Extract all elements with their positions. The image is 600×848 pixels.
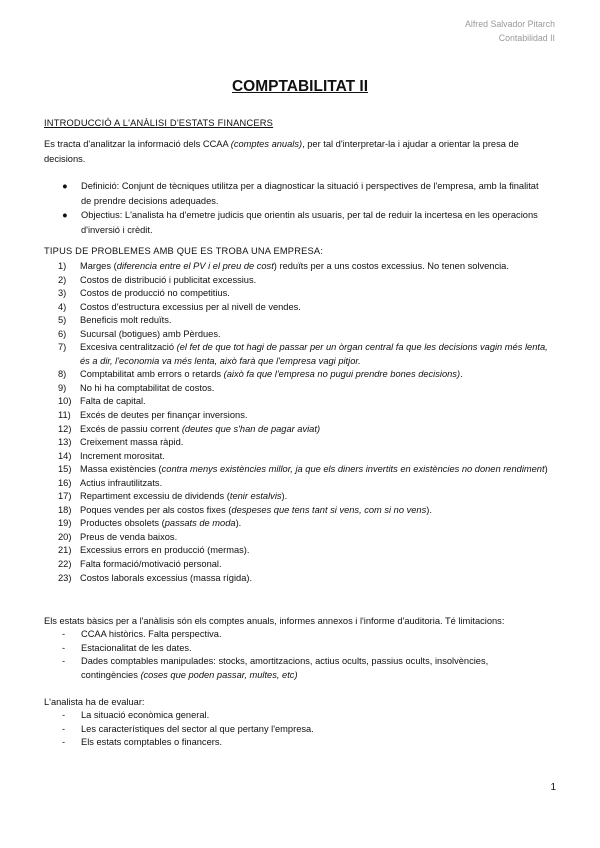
- problem-text: ) reduïts per a uns costos excessius. No tenen solvencia.: [273, 261, 509, 271]
- problem-number: 6): [58, 328, 67, 339]
- bullet-text: Definició: Conjunt de tècniques utilitza per a diagnosticar la situació i perspectives de l'empresa, amb la finalitat de prendre decisions adequades.: [81, 181, 539, 206]
- problem-text: Excesiva centralització: [80, 342, 177, 353]
- problem-italic: diferencia entre el PV i el preu de cost: [116, 261, 274, 271]
- problem-text: Productes obsolets (: [80, 518, 165, 529]
- list-item: [62, 709, 542, 723]
- problem-number: 12): [58, 423, 72, 434]
- problem-item: [58, 314, 558, 328]
- problem-text: Falta de capital.: [80, 396, 146, 407]
- section-heading-intro: INTRODUCCIÓ A L'ANÀLISI D'ESTATS FINANCERS: [44, 118, 274, 128]
- problem-text: Preus de venda baixos.: [80, 531, 178, 542]
- problem-number: 5): [58, 315, 67, 326]
- limitation-text: CCAA històrics. Falta perspectiva.: [81, 629, 222, 639]
- problem-number: 2): [58, 274, 67, 285]
- problem-italic: contra menys existències millor, ja que els diners invertits en existències no donen rendiment: [161, 464, 545, 475]
- problem-item: [58, 409, 558, 423]
- problem-item: [58, 572, 558, 586]
- problem-item: [58, 463, 558, 477]
- problem-item: [58, 544, 558, 558]
- limitation-text: Dades comptables manipulades: stocks, amortitzacions, actius ocults, passius ocults, insolvències, contingències: [81, 656, 489, 680]
- header-subject: Contabilidad II: [498, 33, 555, 43]
- dash-icon: -: [62, 629, 66, 639]
- problem-text: ).: [281, 491, 288, 502]
- problem-item: [58, 341, 558, 368]
- problem-text: Costos de distribució i publicitat excessius.: [80, 274, 257, 285]
- states-paragraph: Els estats bàsics per a l'anàlisis són els comptes anuals, informes annexos i l'informe d'auditoria. Té limitacions:: [44, 616, 505, 626]
- problem-italic: passats de moda: [164, 518, 236, 529]
- dash-icon: -: [62, 710, 66, 720]
- page-number: 1: [550, 782, 556, 793]
- problem-item: [58, 504, 558, 518]
- problem-item: [58, 477, 558, 491]
- problem-text: .: [460, 369, 463, 380]
- dash-icon: -: [62, 737, 66, 748]
- problem-item: [58, 423, 558, 437]
- problem-italic: (això fa que l'empresa no pugui prendre bones decisions): [223, 369, 461, 380]
- problem-text: Costos laborals excessius (massa rígida).: [80, 572, 253, 583]
- problem-number: 23): [58, 572, 72, 583]
- problem-number: 7): [58, 342, 67, 353]
- intro-text-end: , per tal d'interpretar-la i ajudar a orientar la presa de decisions.: [44, 139, 519, 164]
- problem-text: Comptabilitat amb errors o retards: [80, 369, 224, 380]
- problem-italic: despeses que tens tant si vens, com si no vens: [231, 504, 427, 515]
- problem-text: Falta formació/motivació personal.: [80, 559, 222, 570]
- analyst-item-text: La situació econòmica general.: [81, 710, 210, 720]
- definition-list: [0, 179, 600, 237]
- problem-number: 4): [58, 301, 67, 312]
- list-item: [62, 723, 542, 737]
- analyst-item-text: Les característiques del sector al que pertany l'empresa.: [81, 723, 314, 734]
- header-author: Alfred Salvador Pitarch: [465, 19, 555, 29]
- problem-text: Massa existències (: [80, 464, 162, 475]
- problem-text: Excés de passiu corrent: [80, 423, 182, 434]
- problem-text: Excés de deutes per finançar inversions.: [80, 410, 248, 421]
- list-item: [62, 628, 542, 642]
- problem-number: 19): [58, 518, 72, 529]
- problem-item: [58, 450, 558, 464]
- problem-item: [58, 368, 558, 382]
- list-item: [62, 655, 542, 682]
- limitation-text: Estacionalitat de les dates.: [81, 642, 192, 653]
- problem-number: 18): [58, 504, 72, 515]
- problem-text: ).: [235, 518, 242, 529]
- problem-number: 1): [58, 261, 67, 271]
- dash-icon: -: [62, 642, 66, 653]
- section-heading-problems: TIPUS DE PROBLEMES AMB QUE ES TROBA UNA EMPRESA:: [44, 246, 324, 256]
- problem-item: [58, 328, 558, 342]
- page-header: [465, 17, 555, 45]
- problem-text: Beneficis molt reduïts.: [80, 315, 172, 326]
- problem-text: Costos d'estructura excessius per al nivell de vendes.: [80, 301, 301, 312]
- problem-item: [58, 436, 558, 450]
- list-item: [62, 736, 542, 750]
- problem-number: 20): [58, 531, 72, 542]
- problem-italic: (el fet de que tot hagi de passar per un òrgan central fa que les decisions vagin més lenta, és a dir, l'economia va més lenta, això farà que l'empresa vagi pitjor.: [80, 342, 548, 366]
- analyst-list: [62, 709, 542, 750]
- problem-number: 15): [58, 464, 72, 475]
- problem-text: ): [544, 464, 548, 475]
- problem-number: 13): [58, 437, 72, 448]
- problem-item: [58, 558, 558, 572]
- document-title: COMPTABILITAT II: [231, 78, 369, 95]
- problem-number: 9): [58, 382, 67, 393]
- problem-item: [58, 287, 558, 301]
- limitation-italic: (coses que poden passar, multes, etc): [140, 669, 298, 680]
- problem-text: Repartiment excessiu de dividends (: [80, 491, 230, 502]
- problem-text: Costos de producció no competitius.: [80, 288, 230, 299]
- problem-number: 16): [58, 477, 72, 488]
- problem-text: Actius infrautilitzats.: [80, 477, 163, 488]
- problem-item: [58, 517, 558, 531]
- problem-text: Marges (: [80, 261, 117, 271]
- bullet-item: [62, 208, 541, 237]
- problem-item: [58, 301, 558, 315]
- analyst-item-text: Els estats comptables o financers.: [81, 737, 223, 748]
- bullet-dot-icon: ●: [62, 181, 68, 191]
- problem-item: [58, 260, 558, 274]
- problem-number: 21): [58, 545, 72, 556]
- bullet-dot-icon: ●: [62, 210, 68, 220]
- problem-text: Poques vendes per als costos fixes (: [80, 504, 232, 515]
- intro-italic: (comptes anuals): [230, 139, 303, 149]
- problem-item: [58, 382, 558, 396]
- problem-number: 14): [58, 450, 72, 461]
- problem-number: 10): [58, 396, 72, 407]
- problem-text: Sucursal (botigues) amb Pèrdues.: [80, 328, 221, 339]
- problem-number: 22): [58, 559, 72, 570]
- problem-text: Increment morositat.: [80, 450, 165, 461]
- problem-number: 8): [58, 369, 67, 380]
- bullet-text: Objectius: L'analista ha d'emetre judicis que orientin als usuaris, per tal de reduir la incertesa en les operacions d'inversió i crèdit.: [81, 210, 538, 235]
- problem-item: [58, 490, 558, 504]
- problem-item: [58, 531, 558, 545]
- problems-list: [58, 260, 558, 585]
- problem-text: No hi ha comptabilitat de costos.: [80, 382, 215, 393]
- dash-icon: -: [62, 656, 66, 667]
- analyst-heading: L'analista ha de evaluar:: [44, 697, 145, 707]
- problem-italic: tenir estalvis: [229, 491, 282, 502]
- bullet-item: [62, 179, 541, 208]
- problem-number: 3): [58, 288, 67, 299]
- problem-italic: (deutes que s'han de pagar aviat): [181, 423, 321, 434]
- problem-text: Excessius errors en producció (mermas).: [80, 545, 250, 556]
- limitations-list: [62, 628, 542, 682]
- dash-icon: -: [62, 723, 66, 734]
- problem-text: Creixement massa ràpid.: [80, 437, 184, 448]
- problem-item: [58, 274, 558, 288]
- problem-text: ).: [426, 504, 432, 515]
- problem-number: 11): [58, 410, 71, 421]
- intro-text: Es tracta d'analitzar la informació dels CCAA: [44, 139, 231, 149]
- intro-paragraph: [44, 137, 554, 166]
- problem-item: [58, 395, 558, 409]
- list-item: [62, 642, 542, 656]
- problem-number: 17): [58, 491, 72, 502]
